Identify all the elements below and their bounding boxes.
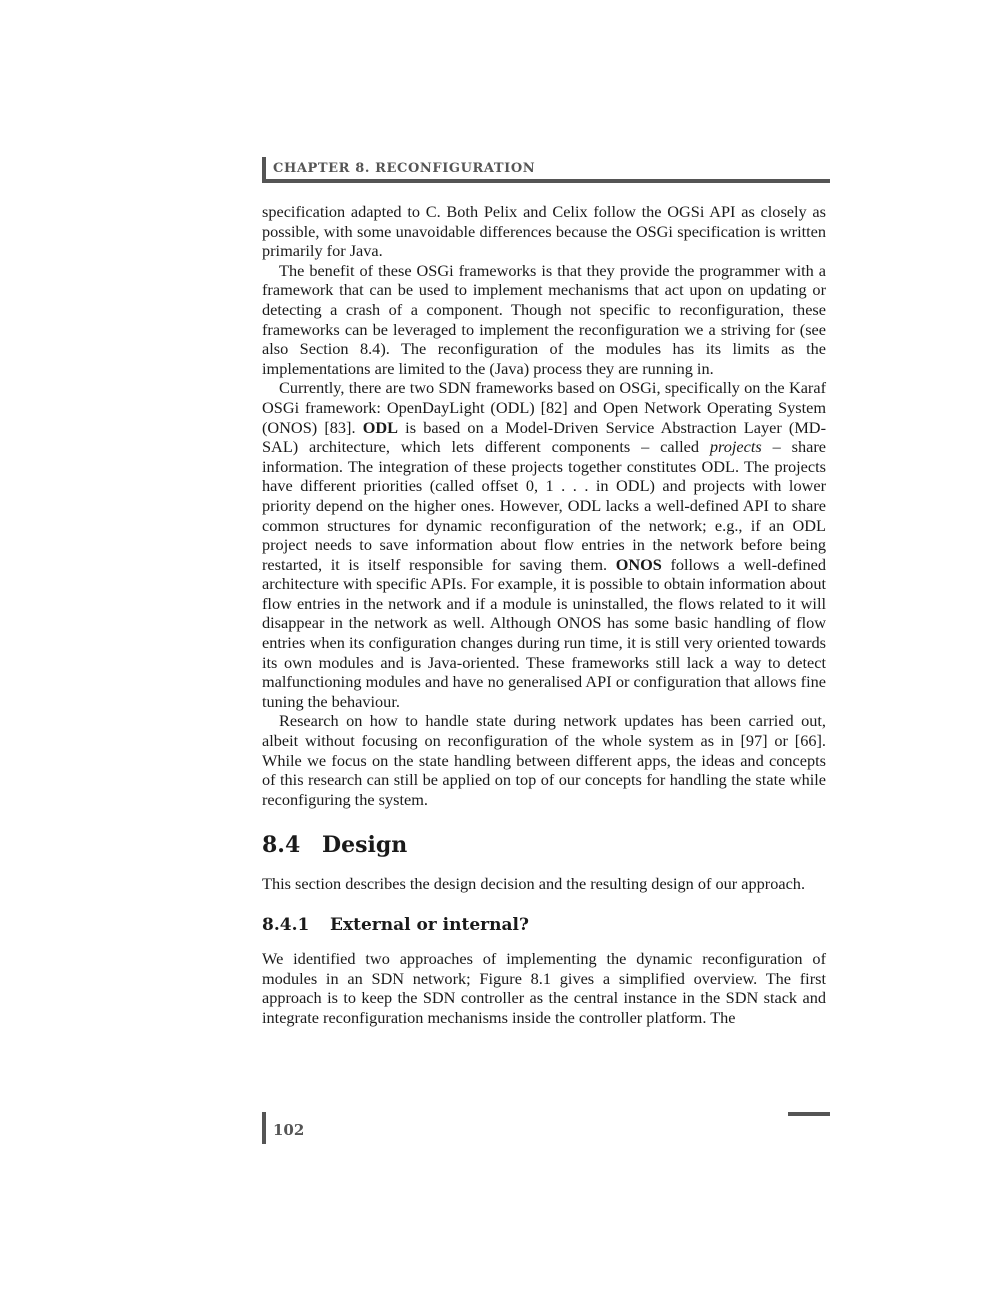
page-number: 102 — [273, 1121, 305, 1139]
paragraph-1: specification adapted to C. Both Pelix and Celix follow the OGSi API as closely as possible, with some unavoidable differences because the OSGi specification is written primarily for Java. — [262, 202, 826, 261]
footer-rule-right — [788, 1112, 830, 1116]
footer-rule-vertical — [262, 1112, 266, 1144]
onos-term: ONOS — [615, 554, 662, 574]
subsection-heading — [262, 916, 826, 936]
subsection-paragraph: We identified two approaches of implementing the dynamic reconfiguration of modules in an SDN network; Figure 8.1 gives a simplified overview. The first approach is to keep the SDN controller as the central instance in the SDN stack and integrate reconfiguration mechanisms inside the controller platform. The — [262, 949, 826, 1027]
projects-term: projects — [709, 437, 762, 457]
paragraph-3-part-d: follows a well-defined architecture with specific APIs. For example, it is possible to obtain information about flow entries in the network and if a module is uninstalled, the flows related to it will disappear in the network as well. Although ONOS has some basic handling of flow entries when its configuration changes during run time, it is still very oriented towards its own modules and is Java-oriented. These frameworks still lack a way to detect malfunctioning modules and have no generalised API or configuration that allows fine tuning the behaviour. — [262, 554, 826, 711]
section-intro: This section describes the design decision and the resulting design of our approach. — [262, 874, 806, 893]
paragraph-3 — [262, 378, 826, 711]
section-heading — [262, 832, 826, 859]
paragraph-4: Research on how to handle state during network updates has been carried out, albeit without focusing on reconfiguration of the whole system as in [97] or [66]. While we focus on the state handling between different apps, the ideas and concepts of this research can still be applied on top of our concepts for handling the state while reconfiguring the system. — [262, 711, 826, 809]
paragraph-3-part-a: Currently, there are two SDN frameworks based on OSGi, specifically on the Karaf OSGi framework: OpenDayLight (ODL) [82] and Open Network Operating System (ONOS) [83]. — [262, 378, 826, 437]
odl-term: ODL — [362, 417, 398, 437]
paragraph-3-part-c: – share information. The integration of these projects together constitutes ODL. The projects have different priorities (called offset 0, 1 . . . in ODL) and projects with lower priority depend on the higher ones. However, ODL lacks a well-defined API to share common structures for dynamic reconfiguration of the network; e.g., if an ODL project needs to save information about flow entries in the network before being restarted, it is itself responsible for saving them. — [262, 437, 826, 574]
running-header — [262, 157, 830, 183]
section-number: 8.4 — [262, 832, 301, 859]
section-title: Design — [322, 832, 408, 859]
paragraph-2: The benefit of these OSGi frameworks is that they provide the programmer with a framework that can be used to implement mechanisms that act upon on updating or detecting a crash of a component. Though not specific to reconfiguration, these frameworks can be leveraged to implement the reconfiguration we a striving for (see also Section 8.4). The reconfiguration of the modules has its limits as the implementations are limited to the (Java) process they are running in. — [262, 260, 826, 378]
chapter-heading: CHAPTER 8. RECONFIGURATION — [273, 161, 536, 176]
subsection-number: 8.4.1 — [262, 914, 310, 935]
subsection-title: External or internal? — [330, 914, 529, 935]
paragraph-3-part-b: is based on a Model-Driven Service Abstraction Layer (MD-SAL) architecture, which lets different components – called — [262, 417, 826, 457]
header-rule-horizontal — [262, 179, 830, 183]
page-footer — [262, 1112, 830, 1144]
page-body — [262, 202, 826, 1028]
